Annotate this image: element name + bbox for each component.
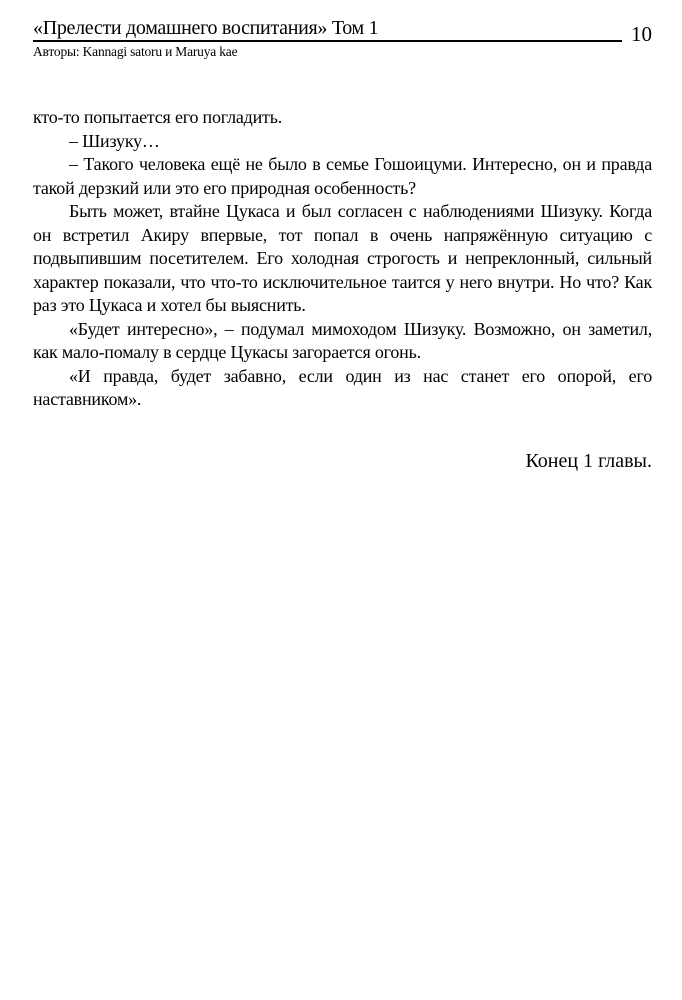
paragraph: – Такого человека ещё не было в семье Гошоицуми. Интересно, он и правда такой дерзкий или это его природная особенность?: [33, 154, 652, 198]
page-number: 10: [631, 22, 652, 46]
paragraph: «Будет интересно», – подумал мимоходом Шизуку. Возможно, он заметил, как мало-помалу в сердце Цукасы загорается огонь.: [33, 318, 652, 362]
page-title: «Прелести домашнего воспитания» Том 1: [33, 17, 622, 42]
page-header: [33, 17, 652, 59]
paragraph: кто-то попытается его погладить.: [33, 107, 283, 127]
chapter-end-line: Конец 1 главы.: [525, 449, 652, 472]
paragraph: «И правда, будет забавно, если один из нас станет его опорой, его наставником».: [33, 365, 652, 409]
paragraph: Быть может, втайне Цукаса и был согласен с наблюдениями Шизуку. Когда он встретил Акиру впервые, тот попал в очень напряжённую ситуацию с подвыпившим посетителем. Его холодная строгость и непреклонный, сильный характер показали, что что-то исключительное таится у него внутри. Но что? Как раз это Цукаса и хотел бы выяснить.: [33, 201, 652, 315]
header-row: [33, 17, 652, 46]
paragraph: – Шизуку…: [69, 130, 160, 151]
authors-line: Авторы: Kannagi satoru и Maruya kae: [33, 44, 238, 59]
chapter-text: [33, 106, 652, 473]
